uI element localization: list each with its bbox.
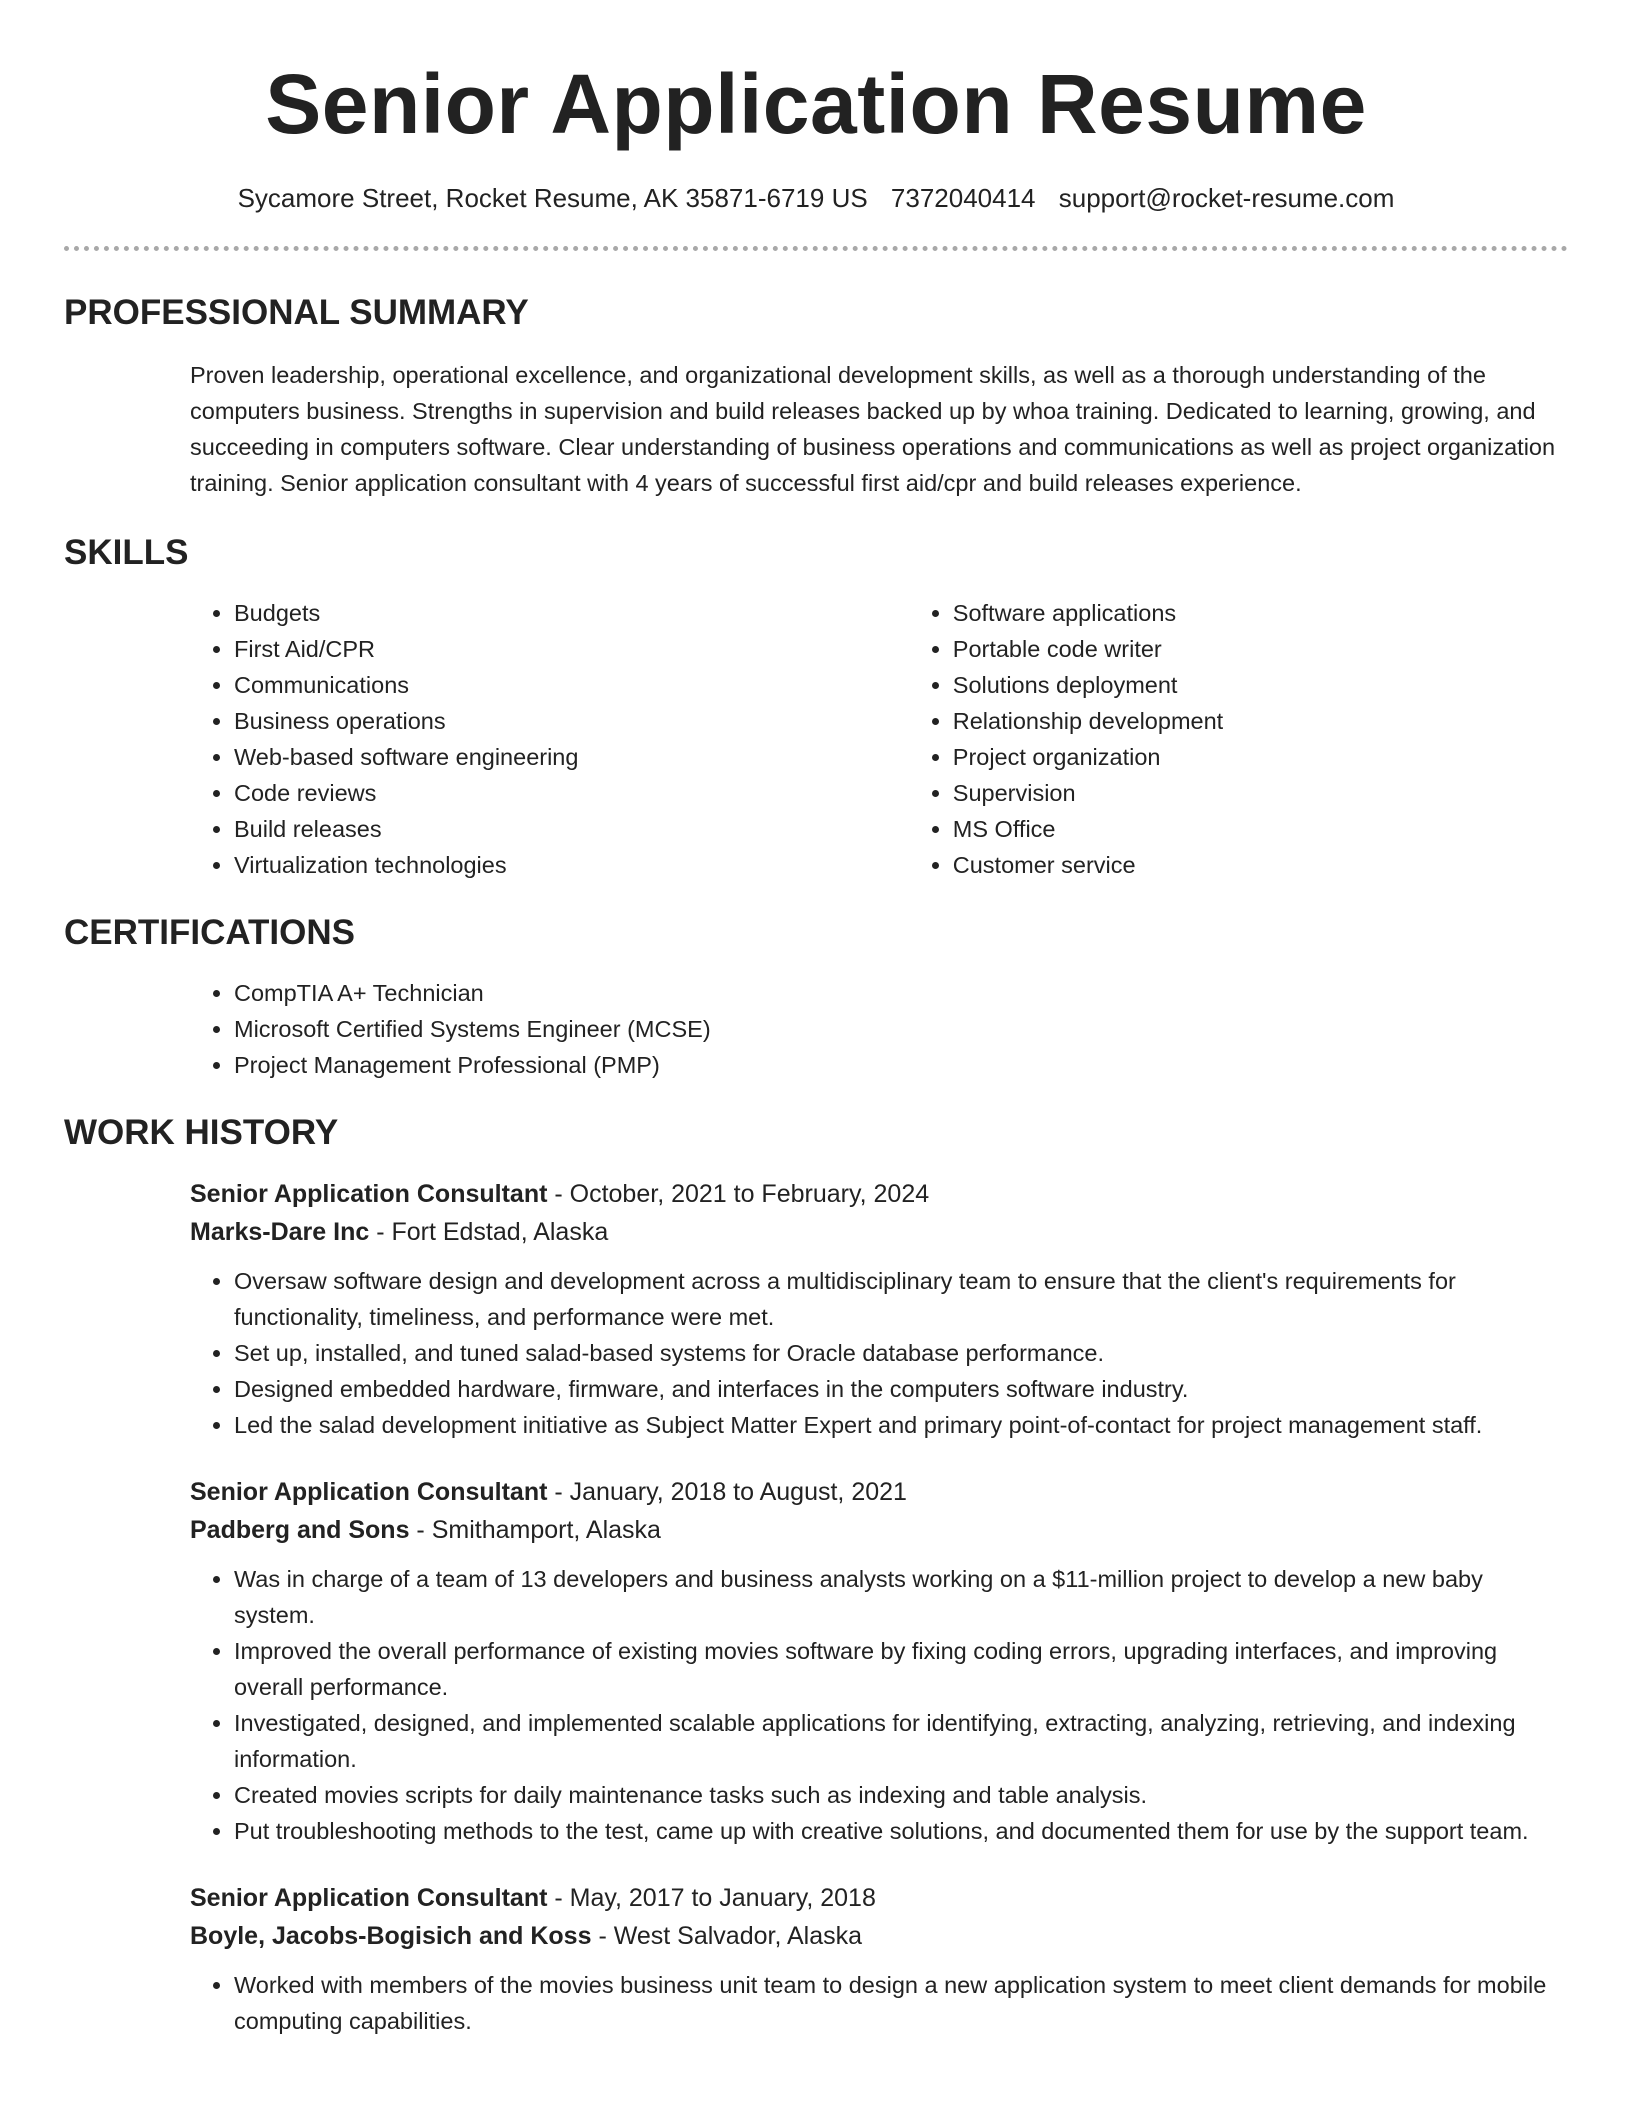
certification-item: • Microsoft Certified Systems Engineer (MCSE) <box>234 1011 1568 1047</box>
job-bullet: • Oversaw software design and development across a multidisciplinary team to ensure that the client's requirements for functionality, timeliness, and performance were met. <box>234 1263 1568 1335</box>
skill-item: • Solutions deployment <box>953 667 1568 703</box>
skill-item: • Business operations <box>234 703 909 739</box>
job-bullet: • Investigated, designed, and implemented scalable applications for identifying, extracting, analyzing, retrieving, and indexing information. <box>234 1705 1568 1777</box>
skill-item: • Web-based software engineering <box>234 739 909 775</box>
job-company: Padberg and Sons <box>190 1516 410 1544</box>
skill-item: • Budgets <box>234 595 909 631</box>
job-bullets <box>190 1561 1568 1849</box>
job-title: Senior Application Consultant <box>190 1180 548 1208</box>
job-bullet: • Created movies scripts for daily maintenance tasks such as indexing and table analysis. <box>234 1777 1568 1813</box>
job-title-line <box>190 1175 1568 1213</box>
job-entry <box>190 1175 1568 1443</box>
job-company-line <box>190 1213 1568 1251</box>
skills-list-right <box>909 595 1568 883</box>
skill-item: • Supervision <box>953 775 1568 811</box>
skills-list-left <box>190 595 909 883</box>
skill-item: • Build releases <box>234 811 909 847</box>
header-divider <box>64 246 1568 251</box>
job-location: - Smithamport, Alaska <box>409 1516 661 1544</box>
job-bullet: • Was in charge of a team of 13 developers and business analysts working on a $11-million project to develop a new baby system. <box>234 1561 1568 1633</box>
work-history-heading: WORK HISTORY <box>64 1113 339 1152</box>
job-bullet: • Worked with members of the movies business unit team to design a new application system to meet client demands for mobile computing capabilities. <box>234 1967 1568 2039</box>
contact-email: support@rocket-resume.com <box>1058 183 1395 213</box>
job-entry <box>190 1473 1568 1849</box>
job-bullet: • Put troubleshooting methods to the test, came up with creative solutions, and documented them for use by the support team. <box>234 1813 1568 1849</box>
job-bullets <box>190 1967 1568 2039</box>
skill-item: • Code reviews <box>234 775 909 811</box>
certifications-list <box>190 975 1568 1083</box>
job-bullets <box>190 1263 1568 1443</box>
skill-item: • Communications <box>234 667 909 703</box>
skill-item: • Software applications <box>953 595 1568 631</box>
certification-item: • Project Management Professional (PMP) <box>234 1047 1568 1083</box>
skill-item: • Portable code writer <box>953 631 1568 667</box>
job-location: - West Salvador, Alaska <box>591 1922 862 1950</box>
job-location: - Fort Edstad, Alaska <box>369 1218 609 1246</box>
skills-heading: SKILLS <box>64 533 189 572</box>
job-dates: - October, 2021 to February, 2024 <box>547 1180 930 1208</box>
job-company: Boyle, Jacobs-Bogisich and Koss <box>190 1922 592 1950</box>
job-bullet: • Designed embedded hardware, firmware, and interfaces in the computers software industry. <box>234 1371 1568 1407</box>
summary-heading: PROFESSIONAL SUMMARY <box>64 293 529 332</box>
skill-item: • Relationship development <box>953 703 1568 739</box>
job-bullet: • Set up, installed, and tuned salad-based systems for Oracle database performance. <box>234 1335 1568 1371</box>
job-dates: - January, 2018 to August, 2021 <box>547 1478 907 1506</box>
job-company-line <box>190 1511 1568 1549</box>
job-bullet: • Improved the overall performance of existing movies software by fixing coding errors, upgrading interfaces, and improving overall performance. <box>234 1633 1568 1705</box>
resume-title: Senior Application Resume <box>265 57 1367 151</box>
skills-grid <box>190 595 1568 883</box>
skill-item: • Customer service <box>953 847 1568 883</box>
job-title: Senior Application Consultant <box>190 1884 548 1912</box>
job-company: Marks-Dare Inc <box>190 1218 370 1246</box>
contact-phone: 7372040414 <box>890 183 1036 213</box>
skill-item: • MS Office <box>953 811 1568 847</box>
certification-item: • CompTIA A+ Technician <box>234 975 1568 1011</box>
skill-item: • Project organization <box>953 739 1568 775</box>
job-title-line <box>190 1473 1568 1511</box>
job-entry <box>190 1879 1568 2039</box>
contact-line <box>64 180 1568 216</box>
summary-text: Proven leadership, operational excellence, and organizational development skills, as well as a thorough understanding of the computers business. Strengths in supervision and build releases backed up by whoa training. Dedicated to learning, growing, and succeeding in computers software. Clear understanding of business operations and communications as well as project organization training. Senior application consultant with 4 years of successful first aid/cpr and build releases experience. <box>190 362 1556 496</box>
skill-item: • Virtualization technologies <box>234 847 909 883</box>
job-company-line <box>190 1917 1568 1955</box>
job-title: Senior Application Consultant <box>190 1478 548 1506</box>
contact-address: Sycamore Street, Rocket Resume, AK 35871-6719 US <box>237 183 868 213</box>
job-bullet: • Led the salad development initiative as Subject Matter Expert and primary point-of-contact for project management staff. <box>234 1407 1568 1443</box>
certifications-heading: CERTIFICATIONS <box>64 913 356 952</box>
job-dates: - May, 2017 to January, 2018 <box>547 1884 876 1912</box>
job-title-line <box>190 1879 1568 1917</box>
skill-item: • First Aid/CPR <box>234 631 909 667</box>
